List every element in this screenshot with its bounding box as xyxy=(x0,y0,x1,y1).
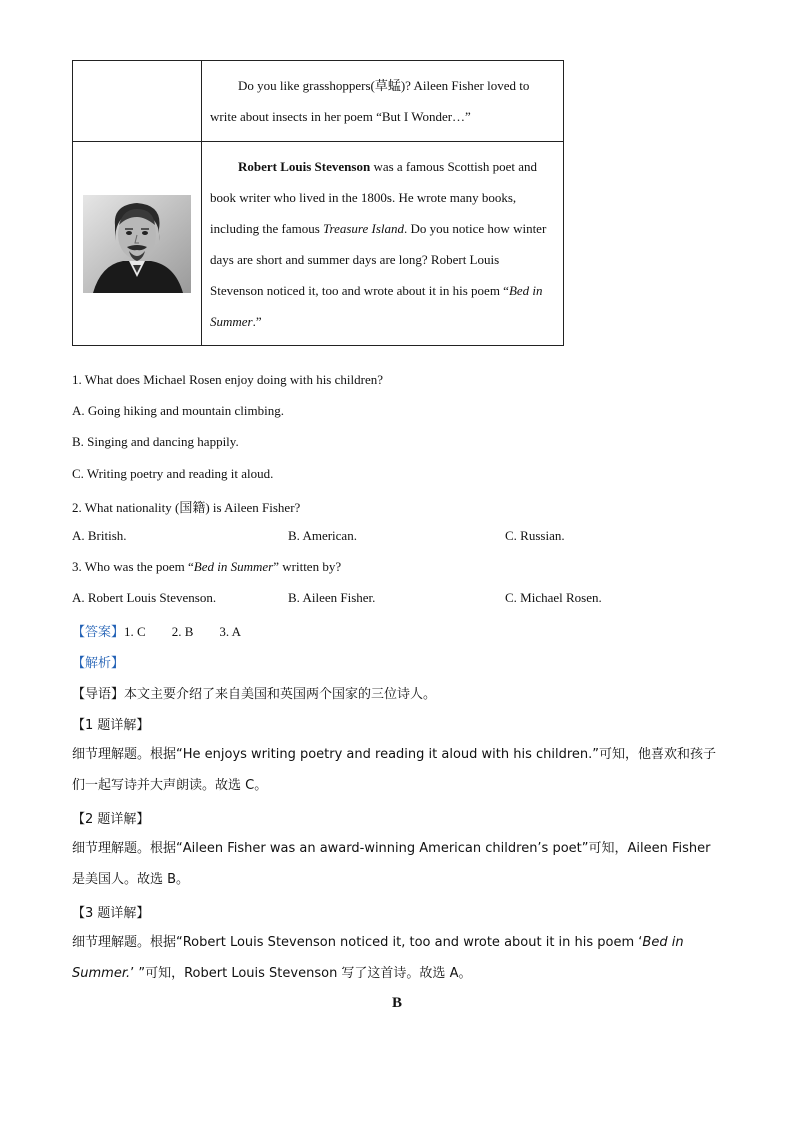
detail-3-text xyxy=(72,927,724,989)
table-row xyxy=(73,142,564,346)
question-1-option-b: B. Singing and dancing happily. xyxy=(72,434,239,449)
detail-3-text-pre: 细节理解题。根据“Robert Louis Stevenson noticed it, too and wrote about it in his poem ‘ xyxy=(72,935,643,950)
question-2-option-a: A. British. xyxy=(72,528,127,543)
detail-3-text-post: ’ ”可知，Robert Louis Stevenson 写了这首诗。故选 A。 xyxy=(130,966,472,981)
aileen-fisher-cell xyxy=(202,61,564,142)
answer-2: 2. B xyxy=(171,624,194,639)
answer-line xyxy=(72,621,241,640)
detail-1-text: 细节理解题。根据“He enjoys writing poetry and reading it aloud with his children.”可知，他喜欢和孩子们一起写诗并大声朗读。故选 C。 xyxy=(72,747,717,793)
question-1-option-a: A. Going hiking and mountain climbing. xyxy=(72,403,284,418)
answer-1: 1. C xyxy=(124,624,146,639)
book-title: Treasure Island xyxy=(323,220,405,236)
portrait-image xyxy=(83,195,191,293)
stevenson-cell xyxy=(202,142,564,346)
guide-label: 【导语】 xyxy=(72,687,125,702)
detail-1-label: 【1 题详解】 xyxy=(72,718,150,733)
guide-text: 本文主要介绍了来自美国和英国两个国家的三位诗人。 xyxy=(124,687,437,702)
poet-table xyxy=(72,60,564,346)
row2-text-2: . Do you notice how winter days are short and summer days are long? Robert Louis Stevenson noticed it, too and wrote about it in his poem “ xyxy=(210,220,547,298)
question-3-option-a: A. Robert Louis Stevenson. xyxy=(72,590,217,605)
row2-text-3: .” xyxy=(252,313,262,329)
answer-label: 【答案】 xyxy=(72,625,125,640)
detail-3-label: 【3 题详解】 xyxy=(72,906,150,921)
question-2-option-c: C. Russian. xyxy=(505,528,565,543)
question-2-option-b: B. American. xyxy=(288,528,357,543)
analysis-label: 【解析】 xyxy=(72,656,125,671)
question-1-stem: 1. What does Michael Rosen enjoy doing with his children? xyxy=(72,372,383,387)
detail-3-poem-title: Bed in Summer. xyxy=(72,935,684,981)
empty-cell xyxy=(73,61,202,142)
row2-text-1: was a famous Scottish poet and book writer who lived in the 1800s. He wrote many books, including the famous xyxy=(210,158,537,236)
question-3-stem-post: ” written by? xyxy=(273,559,342,574)
table-row xyxy=(73,61,564,142)
portrait-cell xyxy=(73,142,202,346)
guide-line xyxy=(72,683,436,702)
question-3-poem-title: Bed in Summer xyxy=(193,559,274,574)
detail-2-text: 细节理解题。根据“Aileen Fisher was an award-winning American children’s poet”可知，Aileen Fisher 是美国人。故选 B。 xyxy=(72,841,711,887)
detail-2-label: 【2 题详解】 xyxy=(72,812,150,827)
question-2-stem: 2. What nationality (国籍) is Aileen Fisher? xyxy=(72,500,301,515)
question-3-stem xyxy=(72,559,341,575)
question-3-stem-pre: 3. Who was the poem “ xyxy=(72,559,194,574)
stevenson-name: Robert Louis Stevenson xyxy=(238,158,371,174)
answer-3: 3. A xyxy=(219,624,242,639)
question-3-option-c: C. Michael Rosen. xyxy=(505,590,602,605)
row1-text: Do you like grasshoppers(草蜢)? Aileen Fisher loved to write about insects in her poem “But I Wonder…” xyxy=(210,78,530,124)
section-b-heading: B xyxy=(391,995,402,1011)
poem-title: Bed in Summer xyxy=(210,282,543,329)
question-3-option-b: B. Aileen Fisher. xyxy=(288,590,376,605)
question-1-option-c: C. Writing poetry and reading it aloud. xyxy=(72,466,274,481)
